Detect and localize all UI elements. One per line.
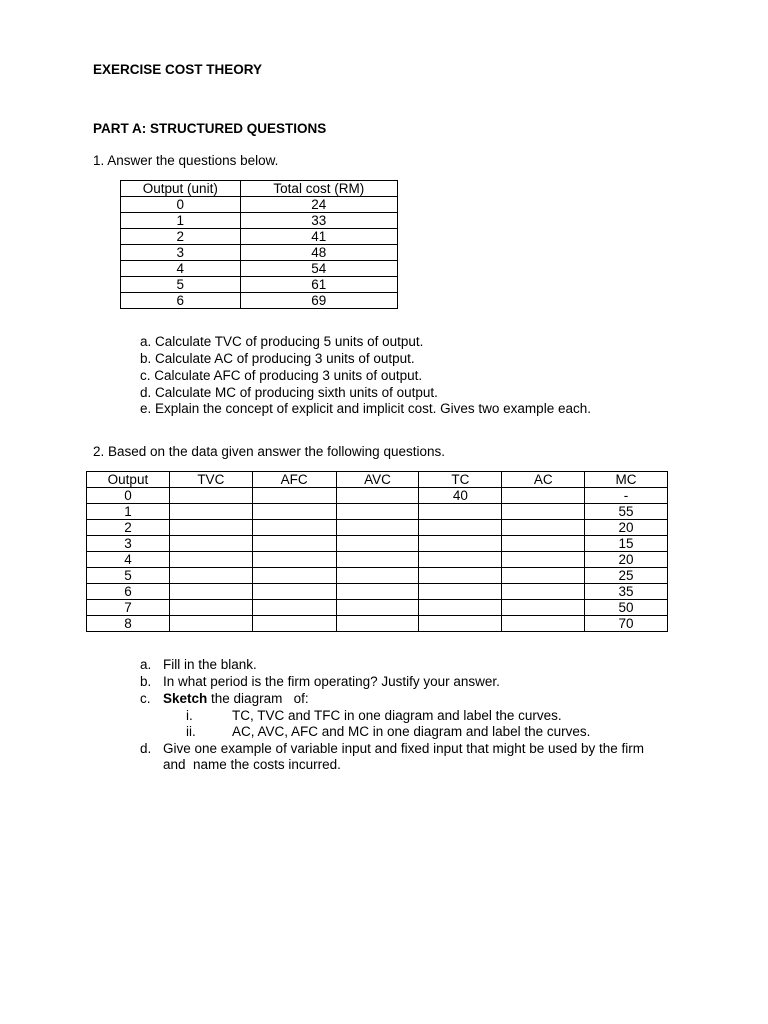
table-cell [169,552,252,568]
q1-item-c: c. Calculate AFC of producing 3 units of output. [140,368,423,383]
table-cell: 50 [585,600,668,616]
table-cell [252,600,336,616]
table-cell: 5 [87,568,170,584]
table-cell [252,584,336,600]
table-cell [336,584,419,600]
q2-item-b: In what period is the firm operating? Justify your answer. [163,674,500,689]
table-cell [336,520,419,536]
table-cell [252,552,336,568]
table-cell: 40 [419,488,502,504]
cost-table-q2 [86,471,668,632]
table-cell [419,520,502,536]
table-cell: 54 [240,261,397,277]
table-cell [502,488,585,504]
table-cell: 4 [87,552,170,568]
table-cell [252,520,336,536]
q1-item-e: e. Explain the concept of explicit and implicit cost. Gives two example each. [140,401,591,416]
table-header-cell: AVC [336,472,419,488]
q2-item-c-ii-num: ii. [186,724,196,739]
table-cell [419,600,502,616]
q2-item-d-letter: d. [140,741,152,756]
table-header-row [121,181,398,197]
table-header-cell: Output [87,472,170,488]
q2-item-c-ii: AC, AVC, AFC and MC in one diagram and label the curves. [232,724,591,739]
table-cell [252,536,336,552]
table-cell: 35 [585,584,668,600]
table-cell [336,616,419,632]
table-cell: 3 [121,245,241,261]
table-header-cell: TVC [169,472,252,488]
q1-item-a: a. Calculate TVC of producing 5 units of output. [140,334,424,349]
table-cell: 4 [121,261,241,277]
table-cell [336,536,419,552]
table-cell: 3 [87,536,170,552]
table-cell: 70 [585,616,668,632]
table-cell [169,600,252,616]
table-header-cell: TC [419,472,502,488]
part-a-heading: PART A: STRUCTURED QUESTIONS [93,121,327,136]
table-header-cell: Output (unit) [121,181,241,197]
table-cell [502,584,585,600]
table-cell [419,616,502,632]
q2-item-c [163,691,309,707]
table-row [87,584,668,600]
table-cell: 6 [121,293,241,309]
table-cell: 25 [585,568,668,584]
table-cell [169,568,252,584]
table-header-cell: AFC [252,472,336,488]
table-cell [502,504,585,520]
table-row [87,600,668,616]
table-cell [252,616,336,632]
table-header-cell: AC [502,472,585,488]
table-cell: 55 [585,504,668,520]
q2-item-c-i-num: i. [186,708,193,723]
q1-item-d: d. Calculate MC of producing sixth units of output. [140,385,438,400]
table-cell: 8 [87,616,170,632]
q1-item-b: b. Calculate AC of producing 3 units of output. [140,351,415,366]
table-row [121,213,398,229]
q2-item-d-line1: Give one example of variable input and fixed input that might be used by the firm [163,741,645,756]
q2-item-a-letter: a. [140,657,152,672]
table-cell [169,520,252,536]
table-cell [502,568,585,584]
table-row [121,293,398,309]
table-cell [419,568,502,584]
table-cell: 0 [87,488,170,504]
table-cell [502,536,585,552]
cost-table-q1 [120,180,398,309]
table-row [121,197,398,213]
table-cell [169,488,252,504]
table-row [87,616,668,632]
table-cell: 2 [121,229,241,245]
table-row [121,277,398,293]
table-cell: 15 [585,536,668,552]
table-header-cell: Total cost (RM) [240,181,397,197]
table-cell: 24 [240,197,397,213]
table-cell: 61 [240,277,397,293]
table-cell: 69 [240,293,397,309]
table-row [87,536,668,552]
document-title: EXERCISE COST THEORY [93,62,263,77]
q2-item-b-letter: b. [140,674,152,689]
table-cell [502,552,585,568]
question-1-prompt: 1. Answer the questions below. [93,153,279,168]
question-2-prompt: 2. Based on the data given answer the following questions. [93,444,445,459]
table-cell [419,536,502,552]
table-header-cell: MC [585,472,668,488]
table-row [87,568,668,584]
table-cell: 5 [121,277,241,293]
table-cell: 41 [240,229,397,245]
table-cell: 48 [240,245,397,261]
table-cell [252,488,336,504]
table-cell [419,584,502,600]
table-row [87,504,668,520]
table-cell [336,488,419,504]
table-row [87,520,668,536]
table-cell [336,568,419,584]
table-cell [502,600,585,616]
q2-item-c-i: TC, TVC and TFC in one diagram and label the curves. [232,708,562,723]
table-cell: 20 [585,552,668,568]
q2-item-d-line2: and name the costs incurred. [163,757,341,772]
q2-item-c-letter: c. [140,691,151,706]
table-cell: 20 [585,520,668,536]
table-row [87,488,668,504]
table-cell [169,616,252,632]
table-cell [336,600,419,616]
table-cell: 1 [87,504,170,520]
table-row [87,552,668,568]
table-cell: 1 [121,213,241,229]
q2-item-c-text: the diagram of: [207,691,309,706]
table-cell [502,616,585,632]
table-cell: 33 [240,213,397,229]
table-cell [419,504,502,520]
table-cell [252,504,336,520]
table-cell [336,504,419,520]
table-row [121,261,398,277]
table-header-row [87,472,668,488]
sketch-emphasis: Sketch [163,691,208,706]
table-cell: - [585,488,668,504]
table-cell: 6 [87,584,170,600]
table-cell [252,568,336,584]
table-cell [336,552,419,568]
table-cell: 7 [87,600,170,616]
table-row [121,229,398,245]
q2-item-a: Fill in the blank. [163,657,257,672]
table-cell: 0 [121,197,241,213]
table-row [121,245,398,261]
table-cell: 2 [87,520,170,536]
table-cell [169,584,252,600]
table-cell [502,520,585,536]
table-cell [419,552,502,568]
table-cell [169,536,252,552]
table-cell [169,504,252,520]
